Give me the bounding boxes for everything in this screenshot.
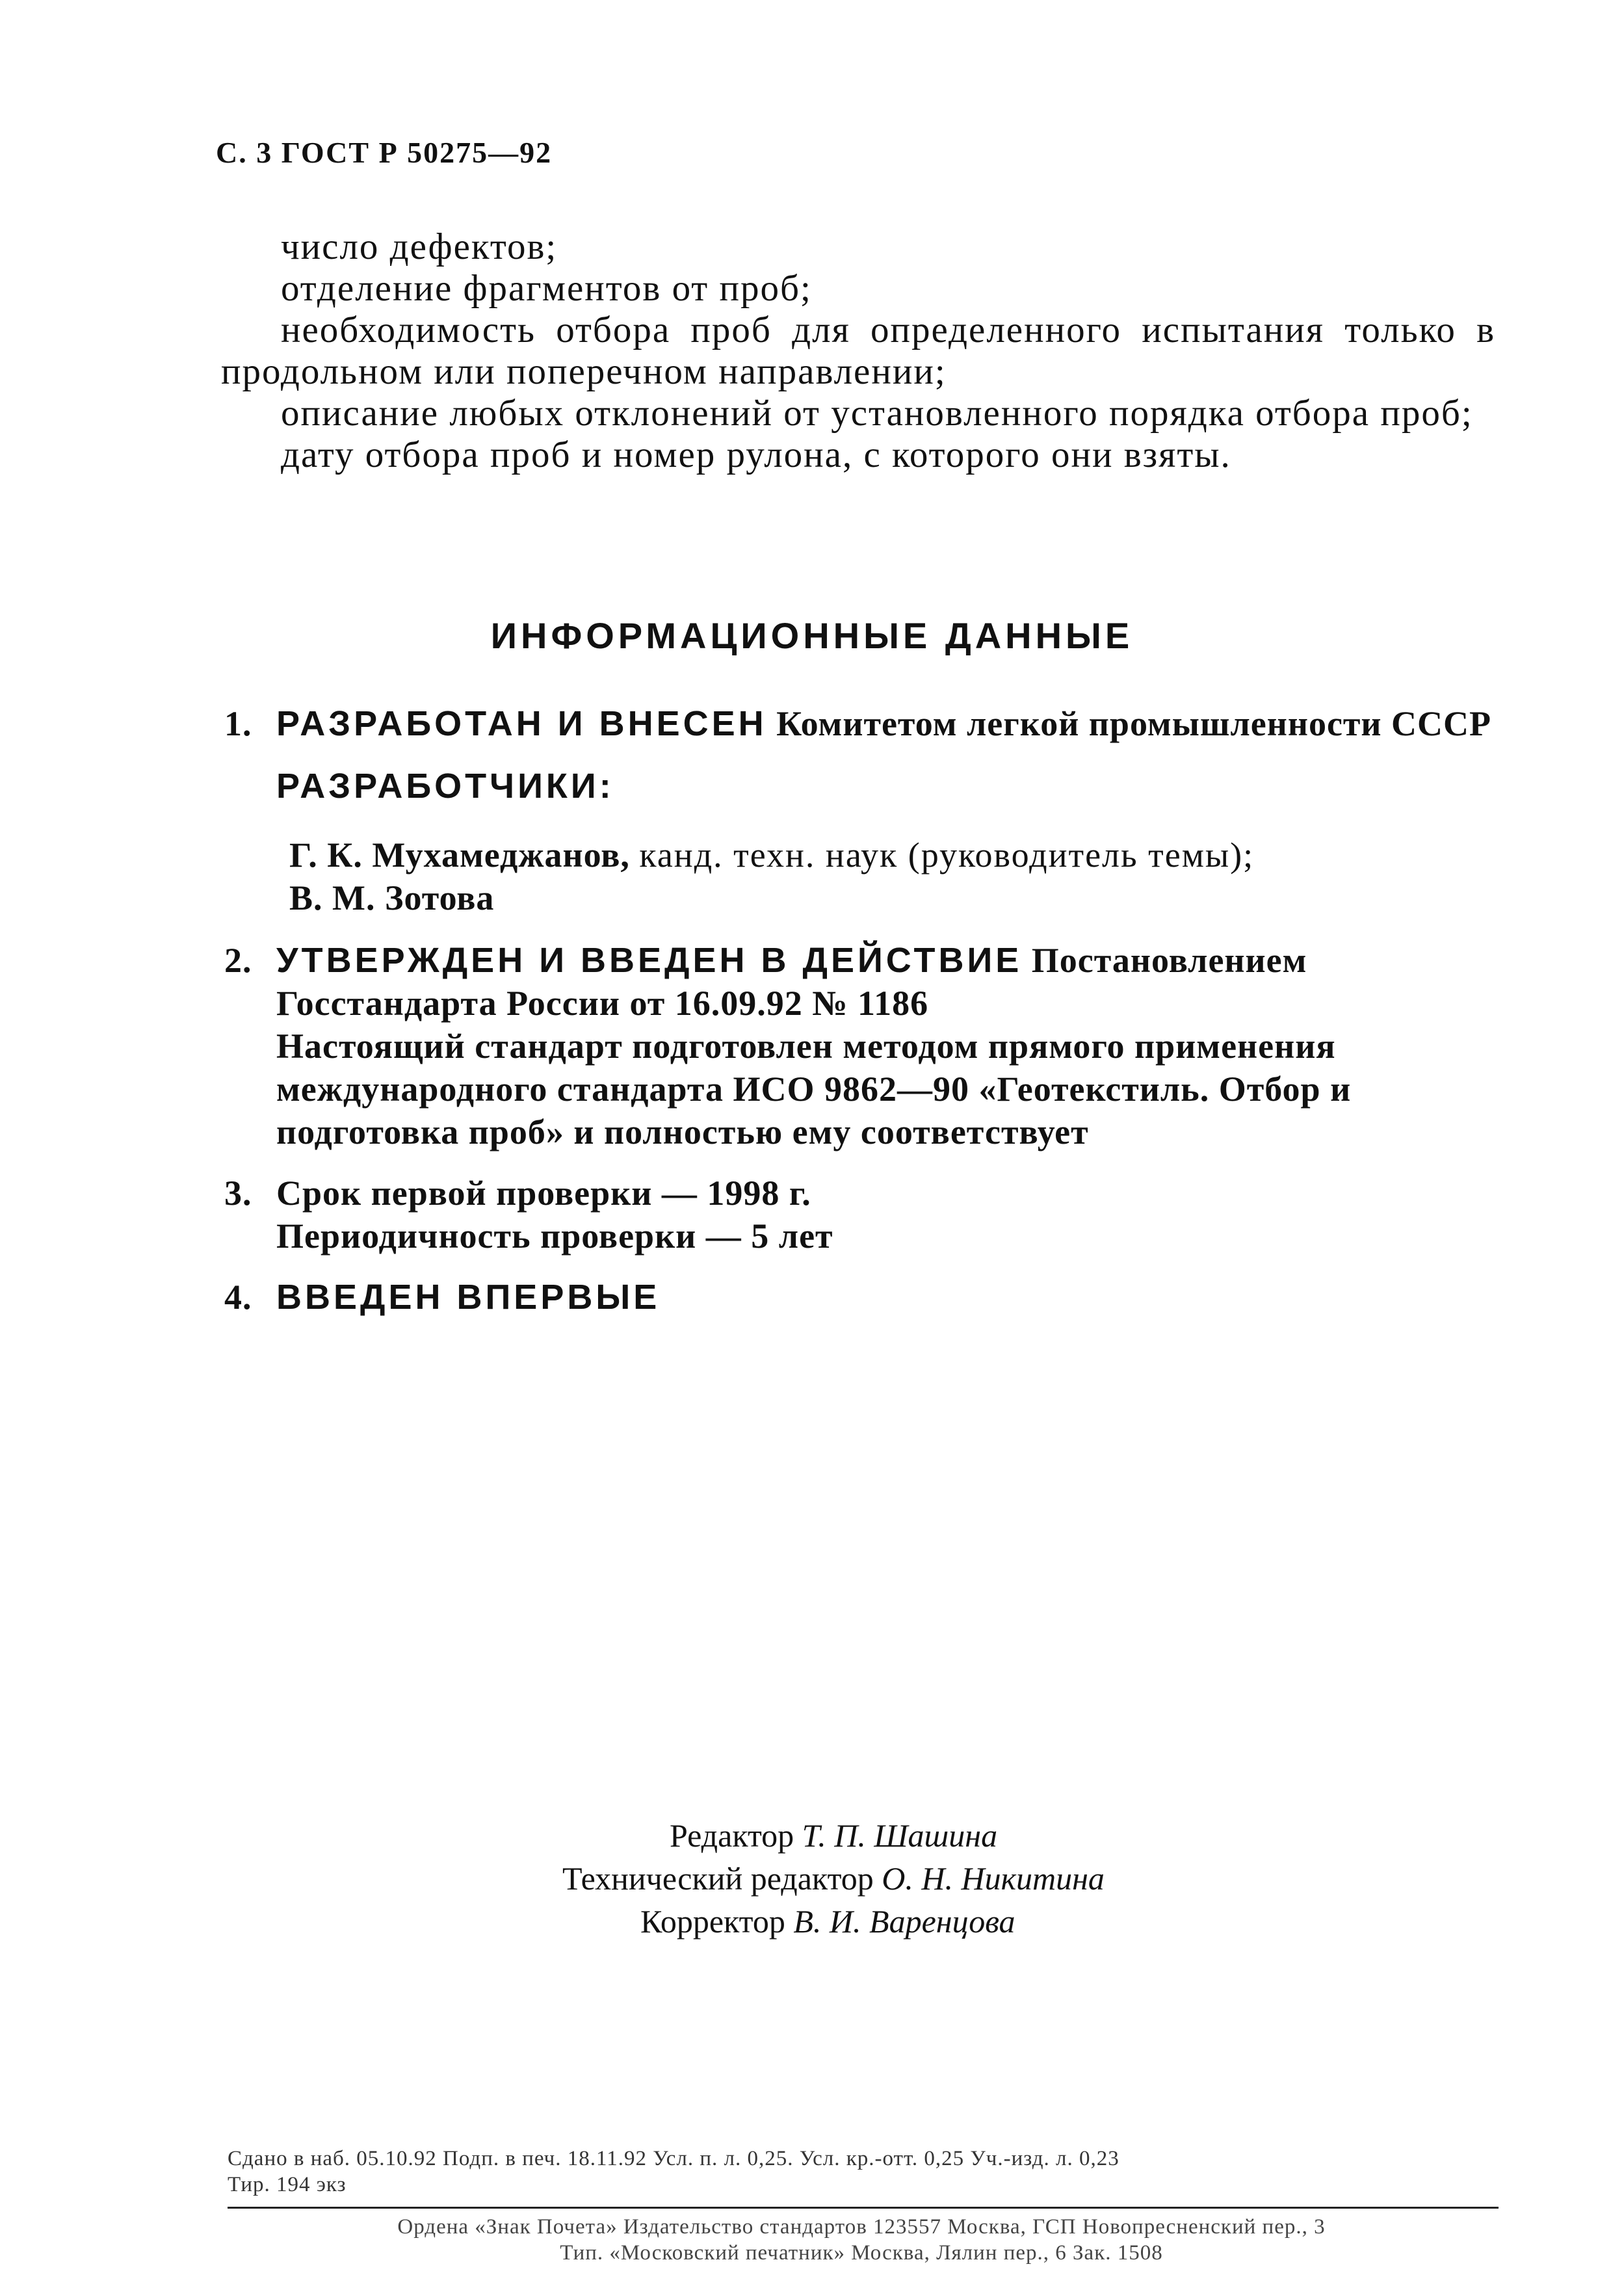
item-text: Комитетом легкой промышленности СССР	[776, 704, 1492, 743]
intro-item: описание любых отклонений от установленного порядка отбора проб;	[281, 393, 1473, 434]
corrector-row	[640, 1900, 1015, 1943]
intro-item: необходимость отбора проб для определенного испытания только в продольном или поперечном направлении;	[221, 309, 1495, 392]
info-item-4	[224, 1276, 1499, 1319]
developers-heading: РАЗРАБОТЧИКИ:	[276, 767, 614, 806]
tech-editor-name: О. Н. Никитина	[882, 1860, 1105, 1897]
intro-item: число дефектов;	[281, 226, 558, 267]
item-heading: РАЗРАБОТАН И ВНЕСЕН	[276, 704, 767, 743]
corrector-role: Корректор	[640, 1903, 785, 1940]
item-line: Периодичность проверки — 5 лет	[276, 1216, 833, 1256]
tech-editor-role: Технический редактор	[562, 1860, 874, 1897]
item-text: Постановлением Госстандарта России от 16.09.92 № 1186	[276, 941, 1307, 1023]
intro-list	[221, 226, 1495, 476]
info-item-2	[224, 939, 1499, 1153]
corrector-name: В. И. Варенцова	[793, 1903, 1015, 1940]
publisher-line: Ордена «Знак Почета» Издательство стандартов 123557 Москва, ГСП Новопресненский пер., 3	[397, 2215, 1326, 2239]
item-number: 1.	[224, 704, 252, 743]
developer-name: В. М. Зотова	[289, 878, 495, 917]
editor-role: Редактор	[670, 1817, 794, 1854]
page-header: С. 3 ГОСТ Р 50275—92	[216, 136, 553, 169]
printer-line: Тип. «Московский печатник» Москва, Лялин пер., 6 Зак. 1508	[560, 2241, 1163, 2265]
imprint-block	[228, 2146, 1495, 2198]
developer-name: Г. К. Мухамеджанов,	[289, 835, 630, 874]
developer-2	[289, 876, 1499, 919]
item-line: Срок первой проверки — 1998 г.	[276, 1174, 811, 1213]
info-item-1	[224, 702, 1499, 745]
item-number: 3.	[224, 1174, 252, 1213]
intro-item: отделение фрагментов от проб;	[281, 268, 812, 309]
info-item-3	[224, 1172, 1499, 1257]
divider	[228, 2207, 1499, 2209]
editor-name: Т. П. Шашина	[802, 1817, 998, 1854]
intro-item: дату отбора проб и номер рулона, с которого они взяты.	[281, 434, 1231, 475]
imprint-line: Тир. 194 экз	[228, 2173, 347, 2196]
tech-editor-row	[562, 1857, 1105, 1900]
item-note: Настоящий стандарт подготовлен методом прямого применения международного стандарта ИСО 9862—90 «Геотекстиль. Отбор и подготовка проб» и полностью ему соответствует	[276, 1027, 1352, 1151]
item-number: 2.	[224, 941, 252, 980]
item-heading: ВВЕДЕН ВПЕРВЫЕ	[276, 1278, 661, 1317]
imprint-line: Сдано в наб. 05.10.92 Подп. в печ. 18.11.92 Усл. п. л. 0,25. Усл. кр.-отт. 0,25 Уч.-изд. л. 0,23	[228, 2147, 1120, 2170]
editor-row	[670, 1814, 997, 1857]
developer-title: канд. техн. наук (руководитель темы);	[639, 835, 1255, 874]
info-section	[224, 702, 1499, 1337]
publisher-block	[228, 2214, 1495, 2266]
developer-1	[289, 834, 1499, 876]
item-heading: УТВЕРЖДЕН И ВВЕДЕН В ДЕЙСТВИЕ	[276, 941, 1023, 980]
developers-list	[289, 834, 1499, 919]
item-number: 4.	[224, 1278, 252, 1317]
section-title: ИНФОРМАЦИОННЫЕ ДАННЫЕ	[490, 615, 1134, 656]
